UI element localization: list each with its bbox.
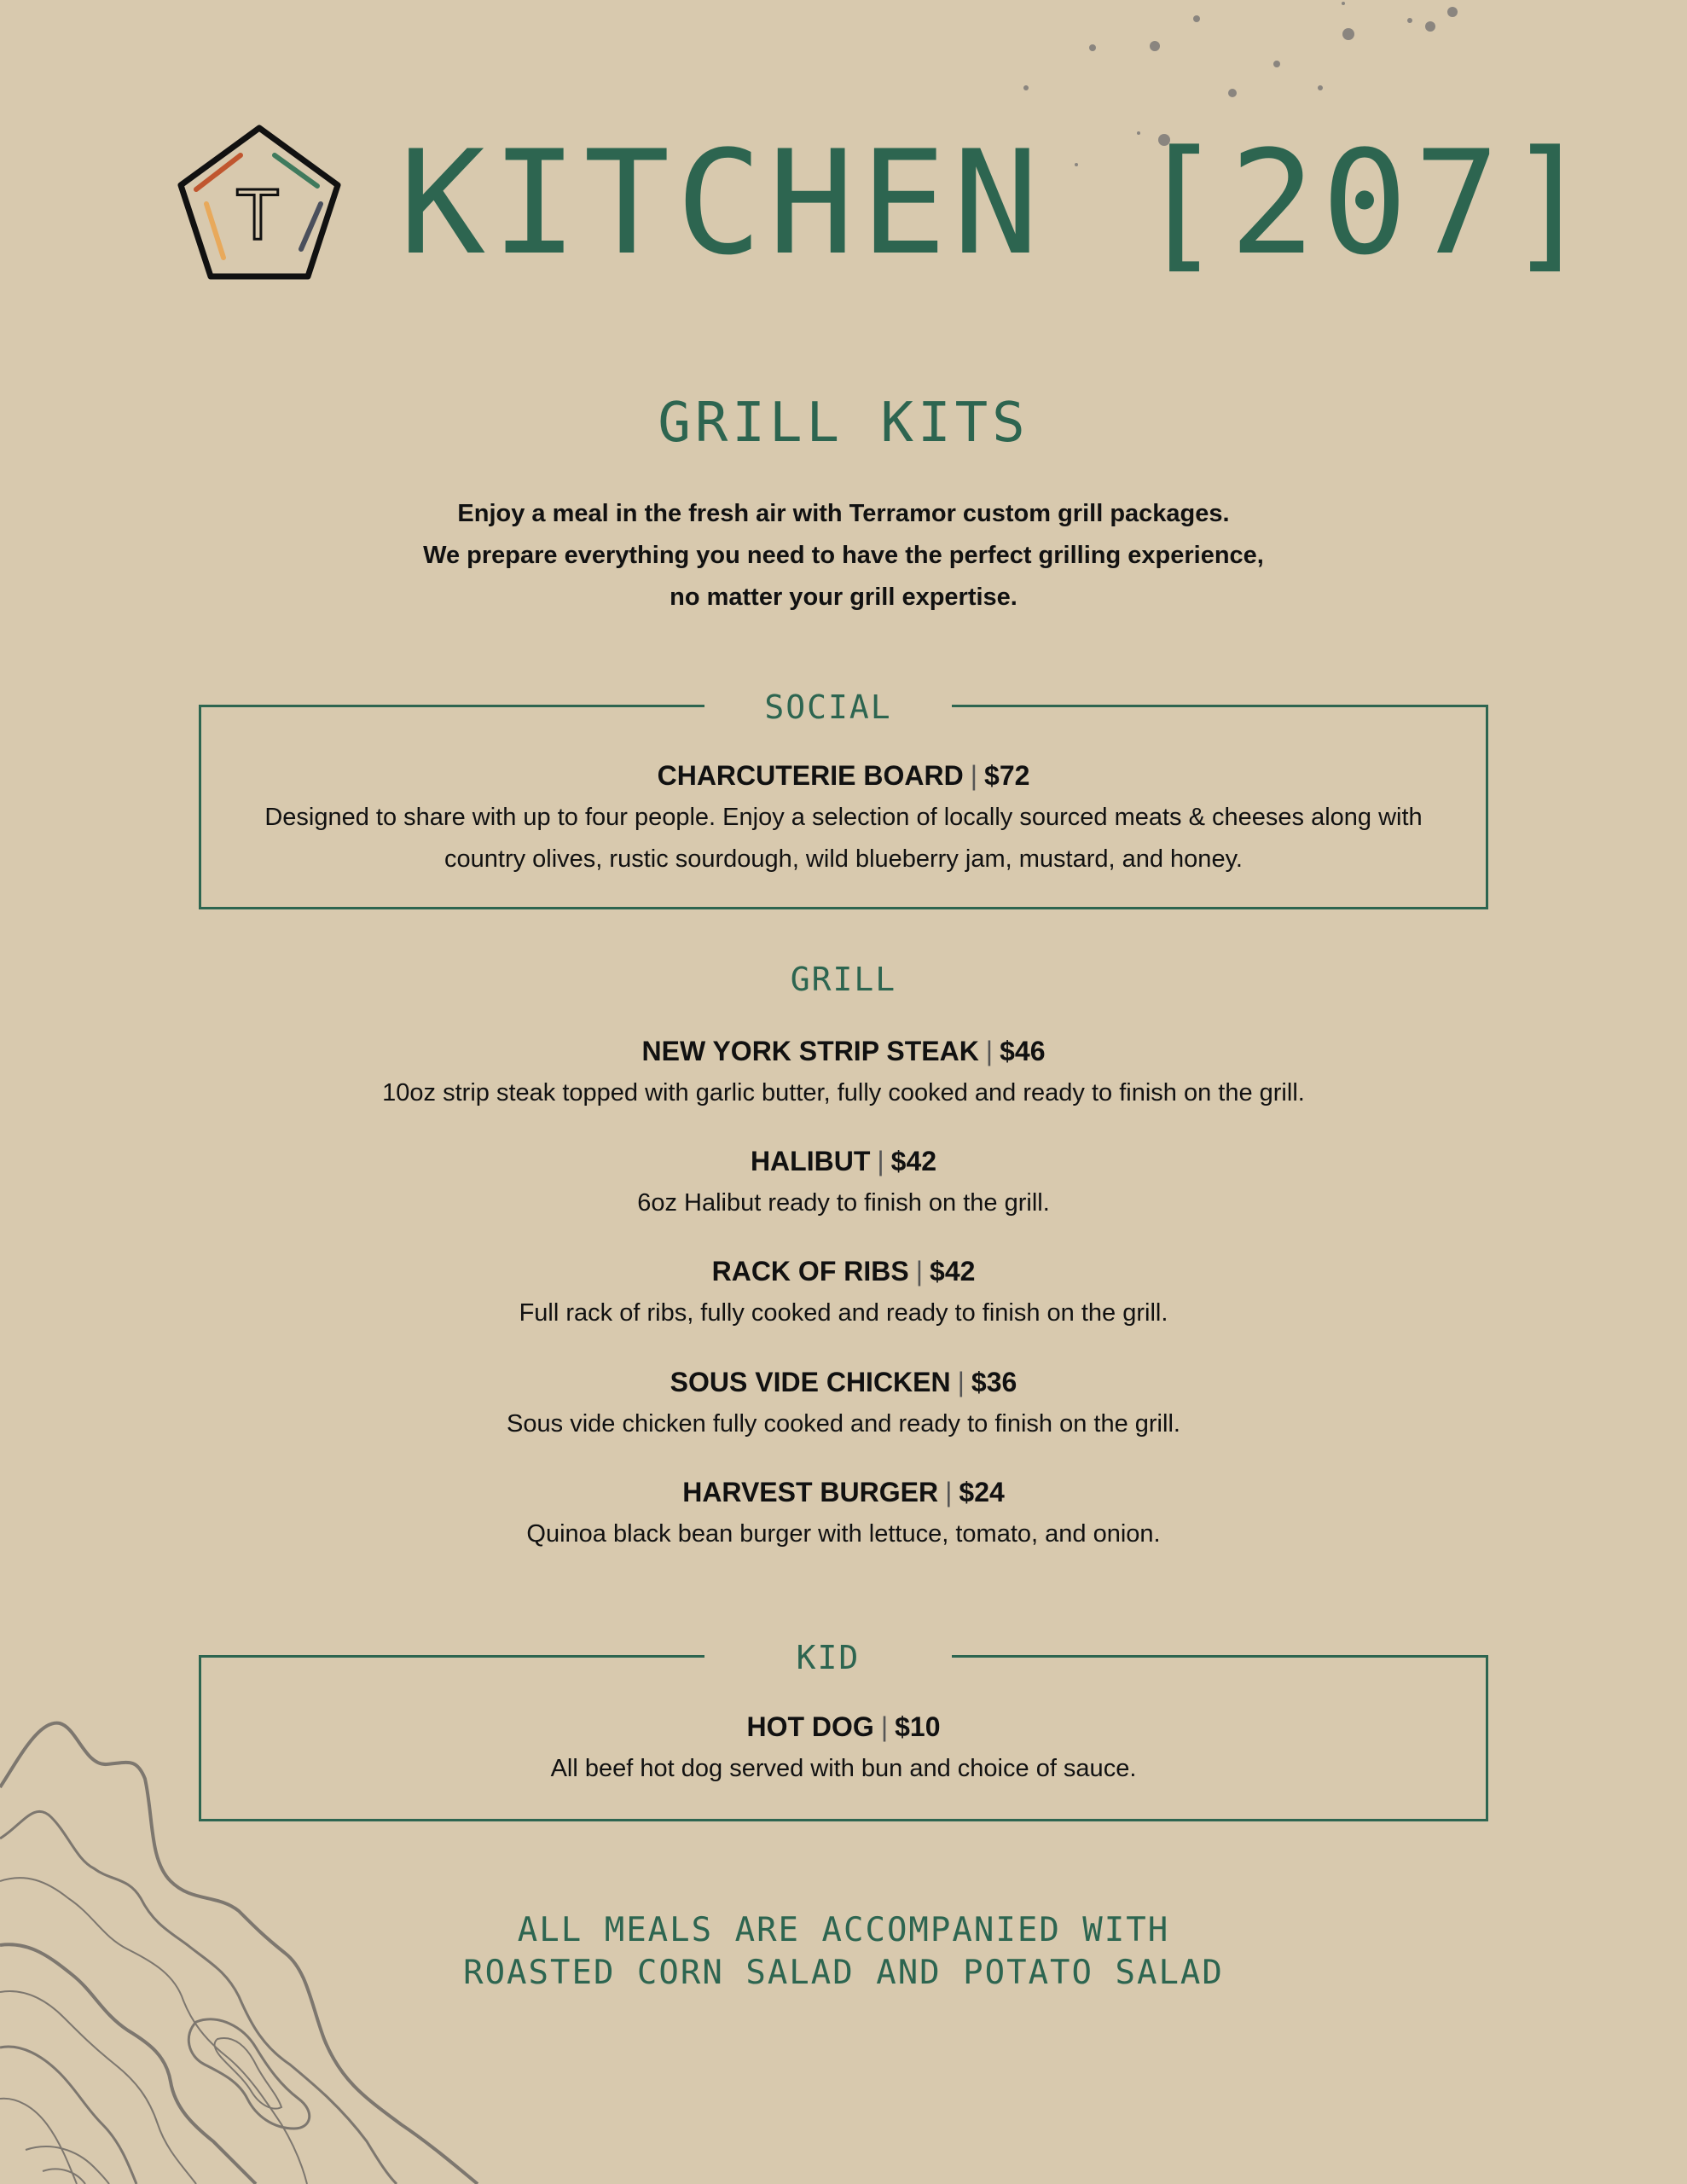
footer-note: [0, 1909, 1687, 1995]
section-heading-social: SOCIAL: [704, 685, 952, 729]
menu-item-description: country olives, rustic sourdough, wild blueberry jam, mustard, and honey.: [444, 845, 1243, 873]
footer-line: ROASTED CORN SALAD AND POTATO SALAD: [463, 1954, 1224, 1992]
menu-item-name: NEW YORK STRIP STEAK: [641, 1036, 979, 1066]
menu-item-title: [0, 1140, 1687, 1182]
menu-item-hot-dog: [0, 1705, 1687, 1790]
intro-line: no matter your grill expertise.: [670, 584, 1017, 611]
menu-item-description: Quinoa black bean burger with lettuce, tomato, and onion.: [526, 1520, 1161, 1548]
menu-item-name: HALIBUT: [750, 1146, 871, 1176]
menu-item-name: HOT DOG: [746, 1711, 874, 1742]
menu-item-name: HARVEST BURGER: [682, 1477, 939, 1507]
menu-item-price: $46: [1000, 1036, 1046, 1066]
page-subtitle: GRILL KITS: [658, 392, 1029, 455]
menu-item-title: [0, 754, 1687, 797]
menu-item-name: RACK OF RIBS: [711, 1256, 909, 1287]
menu-item-price: $24: [959, 1477, 1005, 1507]
menu-item-ribs: [0, 1250, 1687, 1334]
page-title: KITCHEN [207]: [399, 119, 1598, 287]
menu-item-description: 10oz strip steak topped with garlic butter, fully cooked and ready to finish on the grill.: [382, 1079, 1305, 1107]
menu-item-charcuterie: [0, 754, 1687, 880]
menu-item-title: [0, 1471, 1687, 1513]
menu-item-description: 6oz Halibut ready to finish on the grill.: [637, 1189, 1050, 1217]
separator: |: [945, 1477, 953, 1507]
kid-section: [199, 1639, 1488, 1821]
intro-line: Enjoy a meal in the fresh air with Terramor custom grill packages.: [457, 500, 1230, 527]
menu-item-price: $10: [895, 1711, 941, 1742]
menu-item-ny-strip: [0, 1030, 1687, 1114]
menu-item-description: Sous vide chicken fully cooked and ready to finish on the grill.: [507, 1410, 1180, 1438]
intro-line: We prepare everything you need to have the perfect grilling experience,: [423, 542, 1264, 569]
separator: |: [985, 1036, 994, 1066]
menu-item-halibut: [0, 1140, 1687, 1224]
menu-item-description: Full rack of ribs, fully cooked and ready to finish on the grill.: [519, 1299, 1168, 1327]
intro-text: [0, 493, 1687, 619]
separator: |: [877, 1146, 884, 1176]
menu-item-description: All beef hot dog served with bun and choice of sauce.: [550, 1755, 1137, 1782]
section-heading-grill: GRILL: [790, 961, 897, 998]
menu-item-name: SOUS VIDE CHICKEN: [670, 1367, 951, 1397]
menu-item-title: [0, 1250, 1687, 1292]
separator: |: [880, 1711, 889, 1742]
menu-item-name: CHARCUTERIE BOARD: [657, 760, 964, 791]
menu-item-description: Designed to share with up to four people. Enjoy a selection of locally sourced meats & cheeses along with: [264, 804, 1423, 831]
menu-item-price: $72: [984, 760, 1030, 791]
logo-letter: T: [235, 174, 280, 254]
logo-icon: [171, 121, 348, 292]
menu-item-price: $42: [930, 1256, 976, 1287]
menu-item-burger: [0, 1471, 1687, 1555]
separator: |: [970, 760, 978, 791]
menu-item-chicken: [0, 1361, 1687, 1445]
social-section: [199, 688, 1488, 909]
footer-line: ALL MEALS ARE ACCOMPANIED WITH: [517, 1911, 1170, 1949]
menu-item-price: $36: [971, 1367, 1017, 1397]
menu-item-title: [0, 1030, 1687, 1072]
menu-item-price: $42: [890, 1146, 937, 1176]
menu-item-title: [0, 1705, 1687, 1748]
section-heading-kid: KID: [704, 1635, 952, 1680]
menu-item-title: [0, 1361, 1687, 1403]
separator: |: [957, 1367, 965, 1397]
separator: |: [915, 1256, 924, 1287]
